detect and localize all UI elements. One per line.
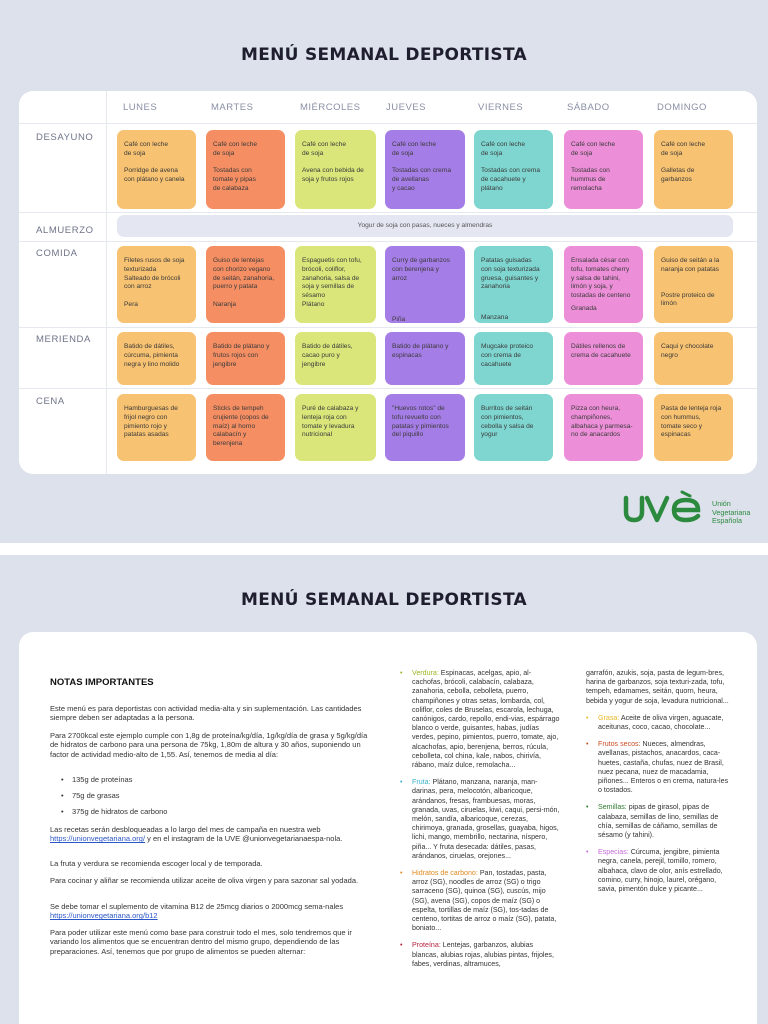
meal-cell-comida-miercoles: Espaguetis con tofu, brócoli, coliflor, zanahoria, salsa de soja y semillas de sésamo Plátano	[295, 246, 376, 323]
meal-cell-desayuno-domingo: Café con leche de soja Galletas de garbanzos	[654, 130, 733, 209]
divider	[19, 241, 757, 242]
meal-label-comida: COMIDA	[36, 248, 78, 259]
bullet-hidratos: • 375g de hidratos de carbono	[61, 807, 168, 816]
group-fruta: • Fruta: Plátano, manzana, naranja, man-darinas, pera, melocotón, albaricoque, arándanos, fresas, frambuesas, moras, granada, uvas, ciruelas, kiwi, caqui, persi-món, melón, sandía, albaricoque, cerezas, chirimoya, granada, grosellas, guayaba, higos, lichi, mango, membrillo, nectarina, níspero, piña... Y fruta desecada: dátiles, pasas, arándanos, ciruelas, orejones...	[400, 778, 560, 861]
day-header-lunes: LUNES	[123, 102, 158, 113]
meal-cell-merienda-domingo: Caqui y chocolate negro	[654, 332, 733, 385]
meal-cell-merienda-lunes: Batido de dátiles, cúrcuma, pimienta negra y lino molido	[117, 332, 196, 385]
meal-cell-comida-jueves: Curry de garbanzos con berenjena y arroz Piña	[385, 246, 465, 323]
meal-cell-desayuno-lunes: Café con leche de soja Porridge de avena con plátano y canela	[117, 130, 196, 209]
group-proteina: • Proteína: Lentejas, garbanzos, alubias blancas, alubias rojas, alubias pintas, frijoles, fabes, verdinas, altramuces,	[400, 941, 560, 969]
meal-cell-desayuno-miercoles: Café con leche de soja Avena con bebida de soja y frutos rojos	[295, 130, 376, 209]
meal-cell-cena-sabado: Pizza con heura, champiñones, albahaca y parmesa- no de anacardos	[564, 394, 643, 461]
meal-label-cena: CENA	[36, 396, 65, 407]
meal-cell-merienda-miercoles: Batido de dátiles, cacao puro y jengibre	[295, 332, 376, 385]
meal-cell-cena-martes: Sticks de tempeh crujiente (copos de maíz) al horno calabacín y berenjena	[206, 394, 285, 461]
group-proteina-continued: garrafón, azukis, soja, pasta de legum-bres, harina de garbanzos, soja texturi-zada, tofu, tempeh, edamames, seitán, quorn, heura, bebida y yogur de soja, levadura nutricional...	[586, 669, 729, 705]
bullet-grasas: • 75g de grasas	[61, 791, 120, 800]
day-header-sabado: SÁBADO	[567, 102, 610, 113]
meal-cell-merienda-viernes: Mugcake proteico con crema de cacahuete	[474, 332, 553, 385]
notes-paragraph-2: Para 2700kcal este ejemplo cumple con 1,8g de proteína/kg/día, 1g/kg/día de grasa y 5g/kg/día de hidratos de carbono para una persona de 75kg, 1,80m de altura y 30 años, suponiendo un factor de actividad medio-alto de 1,55. Así, tenemos de media al día:	[50, 731, 368, 759]
divider	[19, 388, 757, 389]
group-grasa: • Grasa: Aceite de oliva virgen, aguacate, aceitunas, coco, cacao, chocolate...	[586, 714, 732, 732]
group-verdura: • Verdura: Espinacas, acelgas, apio, al-cachofas, brócoli, calabacín, calabaza, zanahoria, cebolla, cebolleta, puerro, champiñones y otras setas, lombarda, col, coliflor, coles de Bruselas, escarola, lechuga, canónigos, cardo, repollo, endi-vias, espárrago blanco o verde, guisantes, habas, judías verdes, pepino, pimientos, puerro, tomate, ajo, alcachofas, apio, berenjena, berros, rúcula, cebolleta, col china, kale, nabos, chirivía, rábano, maíz dulce, remolacha...	[400, 669, 560, 770]
meal-cell-cena-viernes: Burritos de seitán con pimientos, cebolla y salsa de yogur	[474, 394, 553, 461]
notes-paragraph-4: La fruta y verdura se recomienda escoger local y de temporada.	[50, 859, 263, 868]
divider	[106, 91, 107, 474]
web-link[interactable]: https://unionvegetariana.org/	[50, 834, 146, 844]
meal-cell-cena-jueves: "Huevos rotos" de tofu revuelto con patatas y pimientos del piquillo	[385, 394, 465, 461]
page-separator	[0, 543, 768, 555]
meal-cell-cena-domingo: Pasta de lenteja roja con hummus, tomate seco y espinacas	[654, 394, 733, 461]
meal-cell-cena-lunes: Hamburguesas de frijol negro con pimiento rojo y patatas asadas	[117, 394, 196, 461]
food-groups-column-2	[586, 669, 732, 902]
meal-label-almuerzo: ALMUERZO	[36, 225, 94, 236]
divider	[19, 212, 757, 213]
uve-logo-icon	[622, 490, 708, 526]
notes-paragraph-6: Se debe tomar el suplemento de vitamina B12 de 25mcg diarios o 2000mcg sema-nales https://unionvegetariana.org/b12	[50, 902, 344, 921]
day-header-domingo: DOMINGO	[657, 102, 707, 113]
meal-cell-merienda-jueves: Batido de plátano y espinacas	[385, 332, 465, 385]
group-semillas: • Semillas: pipas de girasol, pipas de calabaza, semillas de lino, semillas de chía, semillas de cáñamo, semillas de sésamo (y tahini).	[586, 803, 732, 840]
meal-cell-merienda-martes: Batido de plátano y frutos rojos con jengibre	[206, 332, 285, 385]
divider	[19, 327, 757, 328]
meal-cell-desayuno-martes: Café con leche de soja Tostadas con tomate y pipas de calabaza	[206, 130, 285, 209]
day-header-jueves: JUEVES	[386, 102, 426, 113]
page-title-notes: MENÚ SEMANAL DEPORTISTA	[240, 590, 527, 610]
day-header-viernes: VIERNES	[478, 102, 524, 113]
group-hidratos: • Hidratos de carbono: Pan, tostadas, pasta, arroz (SG), noodles de arroz (SG) o trigo sarraceno (SG), quinoa (SG), cuscús, mijo (SG), avena (SG), copos de maíz (SG) o espelta, tortillas de maíz (SG), tos-tadas de centeno, tortitas de arroz o maíz (SG), patata, boniato...	[400, 869, 560, 933]
group-especias: • Especias: Cúrcuma, jengibre, pimienta negra, canela, perejil, tomillo, romero, albahaca, clavo de olor, anís estrellado, comino, curry, hinojo, laurel, orégano, savia, pimentón dulce y picante...	[586, 848, 732, 894]
meal-cell-comida-martes: Guiso de lentejas con chorizo vegano de seitán, zanahoria, puerro y patata Naranja	[206, 246, 285, 323]
meal-label-merienda: MERIENDA	[36, 334, 91, 345]
meal-cell-comida-sabado: Ensalada césar con tofu, tomates cherry y salsa de tahini, limón y soja, y tostadas de centeno Granada	[564, 246, 643, 323]
meal-cell-comida-domingo: Guiso de seitán a la naranja con patatas Postre proteico de limón	[654, 246, 733, 323]
group-frutos-secos: • Frutos secos: Nueces, almendras, avellanas, pistachos, anacardos, caca-huetes, castaña, chufas, nuez de Brasil, nuez pecana, nuez de macadamia, piñones... Enteros o en crema, natura-les o tostados.	[586, 740, 732, 795]
bullet-proteinas: • 135g de proteínas	[61, 775, 133, 784]
notes-paragraph-7: Para poder utilizar este menú como base para construir todo el mes, solo tendremos que ir variando los alimentos que se encuentran dentro del mismo grupo, dependiendo de las preparaciones. Así, tenemos que por grupo de alimentos se pueden alternar:	[50, 928, 352, 956]
divider	[19, 123, 757, 124]
uve-logo-text: Unión Vegetariana Española	[712, 499, 751, 525]
meal-cell-almuerzo: Yogur de soja con pasas, nueces y almendras	[117, 215, 733, 237]
notes-paragraph-5: Para cocinar y aliñar se recomienda utilizar aceite de oliva virgen y para sazonar sal yodada.	[50, 876, 359, 885]
day-header-martes: MARTES	[211, 102, 254, 113]
meal-cell-desayuno-jueves: Café con leche de soja Tostadas con crema de avellanas y cacao	[385, 130, 465, 209]
notes-paragraph-1: Este menú es para deportistas con actividad media-alta y sin suplementación. Las cantidades siempre deben ser adaptadas a la persona.	[50, 704, 362, 723]
notes-paragraph-3: Las recetas serán desbloqueadas a lo largo del mes de campaña en nuestra web https://unionvegetariana.org/ y en el instagram de la UVE @unionvegetarianaespa-nola.	[50, 825, 343, 844]
meal-cell-comida-viernes: Patatas guisadas con soja texturizada gruesa, guisantes y zanahoria Manzana	[474, 246, 553, 323]
meal-cell-desayuno-viernes: Café con leche de soja Tostadas con crema de cacahuete y plátano	[474, 130, 553, 209]
meal-cell-comida-lunes: Filetes rusos de soja texturizada Salteado de brócoli con arroz Pera	[117, 246, 196, 323]
b12-link[interactable]: https://unionvegetariana.org/b12	[50, 911, 158, 921]
meal-cell-merienda-sabado: Dátiles rellenos de crema de cacahuete	[564, 332, 643, 385]
page-title-menu: MENÚ SEMANAL DEPORTISTA	[240, 45, 527, 65]
meal-cell-cena-miercoles: Puré de calabaza y lenteja roja con tomate y levadura nutricional	[295, 394, 376, 461]
meal-label-desayuno: DESAYUNO	[36, 132, 94, 143]
food-groups-column-1	[400, 669, 560, 977]
meal-cell-desayuno-sabado: Café con leche de soja Tostadas con hummus de remolacha	[564, 130, 643, 209]
notes-heading: NOTAS IMPORTANTES	[50, 677, 154, 688]
day-header-miercoles: MIÉRCOLES	[300, 102, 361, 113]
